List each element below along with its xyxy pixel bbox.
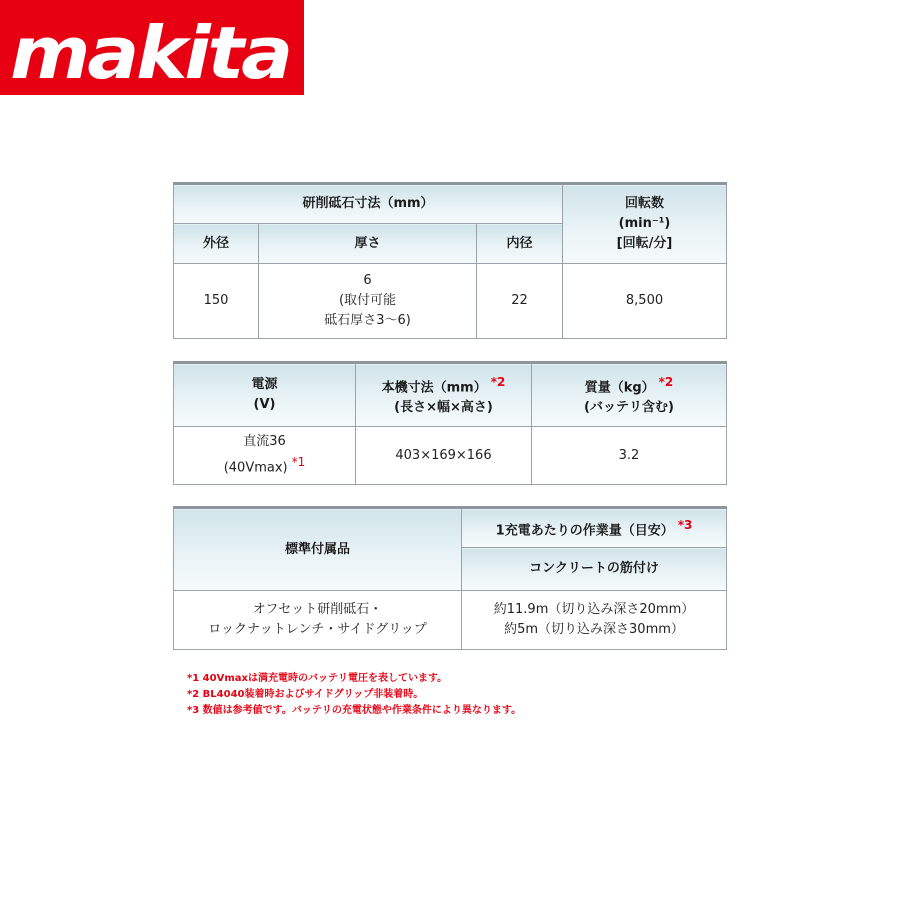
note-mark-2: *2 — [490, 374, 506, 389]
work-amount-header-text: 1充電あたりの作業量（目安） — [495, 523, 674, 539]
power-header-line2: (V) — [253, 397, 276, 412]
footnote-1: *1 40Vmaxは満充電時のバッテリ電圧を表しています。 — [187, 673, 448, 684]
thickness-value-line1: 6 — [363, 273, 372, 288]
grinding-wheel-spec-table — [173, 182, 727, 339]
footnotes — [187, 671, 521, 719]
svg-text:makita: makita — [10, 11, 290, 95]
power-value-line1: 直流36 — [243, 434, 286, 450]
accessories-value — [174, 591, 462, 650]
dimensions-header — [356, 363, 532, 427]
mass-header-text: 質量（kg） — [584, 380, 655, 396]
power-value-line2 — [174, 452, 355, 478]
inner-diameter-header: 内径 — [477, 224, 563, 264]
outer-diameter-header: 外径 — [174, 224, 259, 264]
inner-diameter-value: 22 — [477, 264, 563, 339]
power-value — [174, 427, 356, 485]
mass-value: 3.2 — [532, 427, 727, 485]
accessories-value-line1: オフセット研削砥石・ — [252, 602, 383, 617]
work-amount-header — [462, 508, 727, 548]
footnote-2: *2 BL4040装着時およびサイドグリップ非装着時。 — [187, 689, 424, 700]
power-header-line1: 電源 — [251, 377, 278, 392]
rpm-header-line1: 回転数 — [624, 196, 664, 211]
thickness-value-line2: (取付可能 — [338, 293, 397, 308]
work-amount-value-line1: 約11.9m（切り込み深さ20mm） — [493, 602, 695, 617]
concrete-grooving-header: コンクリートの筋付け — [462, 548, 727, 591]
dimensions-header-text: 本機寸法（mm） — [381, 380, 487, 396]
rpm-value: 8,500 — [563, 264, 727, 339]
mass-header-line2: (バッテリ含む) — [584, 400, 674, 416]
mass-header — [532, 363, 727, 427]
thickness-value-line3: 砥石厚さ3〜6) — [324, 313, 411, 328]
footnote-3: *3 数値は参考値です。バッテリの充電状態や作業条件により異なります。 — [187, 705, 522, 716]
wheel-size-header: 研削砥石寸法（mm） — [174, 184, 563, 224]
dimensions-value: 403×169×166 — [356, 427, 532, 485]
mass-header-line1 — [532, 372, 726, 398]
thickness-header: 厚さ — [259, 224, 477, 264]
makita-logo-mark — [0, 0, 304, 95]
body-spec-table — [173, 361, 727, 485]
work-amount-value — [462, 591, 727, 650]
rpm-header — [563, 184, 727, 264]
accessories-header: 標準付属品 — [174, 508, 462, 591]
rpm-header-line2: (min⁻¹) — [618, 216, 671, 231]
outer-diameter-value: 150 — [174, 264, 259, 339]
accessories-value-line2: ロックナットレンチ・サイドグリップ — [208, 622, 427, 637]
dimensions-header-line1 — [356, 372, 531, 398]
thickness-value — [259, 264, 477, 339]
work-amount-value-line2: 約5m（切り込み深さ30mm） — [504, 622, 684, 637]
makita-logo — [0, 0, 304, 95]
rpm-header-line3: [回転/分] — [616, 236, 673, 251]
note-mark-1: *1 — [291, 455, 306, 470]
power-value-text: (40Vmax) — [223, 460, 288, 476]
note-mark-3: *3 — [677, 517, 693, 532]
note-mark-2: *2 — [658, 374, 674, 389]
dimensions-header-line2: (長さ×幅×高さ) — [394, 400, 493, 416]
power-header — [174, 363, 356, 427]
accessories-work-table — [173, 506, 727, 650]
